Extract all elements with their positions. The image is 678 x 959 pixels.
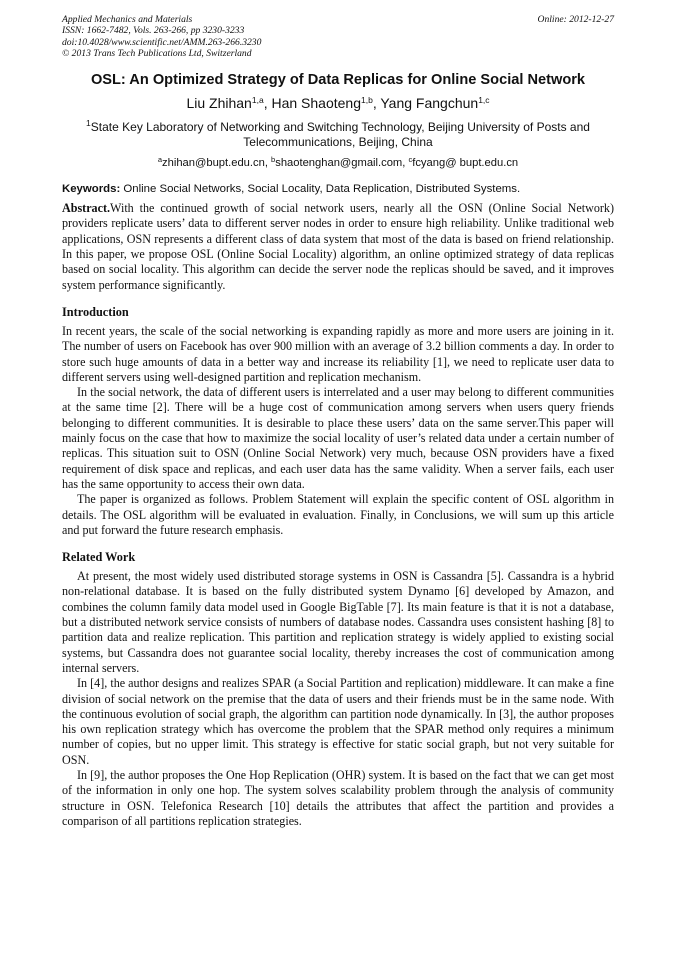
keywords-label: Keywords: — [62, 183, 121, 196]
email-b: shaotenghan@gmail.com — [275, 157, 403, 170]
keywords — [62, 182, 614, 196]
author-2: Han Shaoteng$^{1,b}$, — [271, 95, 381, 112]
paper-page — [62, 14, 614, 829]
author-3: Yang Fangchun$^{1,c}$ — [380, 95, 490, 112]
related-paragraph-1: At present, the most widely used distributed storage systems in OSN is Cassandra [5]. Cassandra is a hybrid non-relational database. It is based on the fully distributed system Dynamo [6] developed by Amazon, and combines the column family data model used in Google BigTable [7]. Its main feature is that it is not a database, but a distributed network service consists of numbers of database nodes. Cassandra uses consistent hashing [8] to partition data and realize replication. This partition and replication strategy is widely applied to existing social systems, but Cassandra does not guarantee social locality, thereby increases the cost of communication among internal servers. — [62, 569, 614, 675]
journal-name: Applied Mechanics and Materials — [62, 14, 193, 25]
doi-line: doi:10.4028/www.scientific.net/AMM.263-266.3230 — [62, 36, 262, 48]
intro-paragraph-2: In the social network, the data of different users is interrelated and a user may belong to different communities at the same time [2]. There will be a huge cost of communication among servers when users query friends belonging to different communities. It is desirable to place these users’ data on the same server.This paper will mainly focus on the case that how to maximize the social locality of user’s related data under a certain number of replicas. This situation suit to OSN (Online Social Network) very much, because OSN providers have a fixed requirement of disk space and replicas, and each user data has the same validity. When a server fails, each user has the same opportunity to access their own data. — [62, 385, 614, 491]
intro-paragraph-3: The paper is organized as follows. Problem Statement will explain the specific content of OSL algorithm in details. The OSL algorithm will be evaluated in evaluation. Finally, in Conclusions, we will sum up this article and put forward the future research emphasis. — [62, 492, 614, 537]
copyright-line: © 2013 Trans Tech Publications Ltd, Switzerland — [62, 47, 252, 59]
issn-line: ISSN: 1662-7482, Vols. 263-266, pp 3230-3233 — [62, 25, 245, 37]
related-paragraph-2: In [4], the author designs and realizes SPAR (a Social Partition and replication) middleware. It can make a fine division of social network on the premise that the data of users and their friends must be in the same node. With the continuous evolution of social graph, the algorithm can partition node dynamically. In [3], the author proposes his own replication strategy which has overcome the problem that the SPAR method only requires a minimum number of copies, but no upper limit. This strategy is effective for static social graph, but not very suitable for OSN. — [62, 676, 614, 767]
online-date: Online: 2012-12-27 — [537, 14, 614, 25]
intro-paragraph-1: In recent years, the scale of the social networking is expanding rapidly as more and more users are joining in it. The number of users on Facebook has over 900 million with an average of 3.2 billion comments a day. In order to store such huge amounts of data in a better way and increase its reliability [1], we need to replicate user data to different servers using well-designed partition and replication mechanism. — [62, 323, 614, 384]
keywords-text: Online Social Networks, Social Locality, Data Replication, Distributed Systems. — [120, 183, 521, 196]
section-heading-introduction: Introduction — [62, 304, 129, 319]
email-a: zhihan@bupt.edu.cn — [162, 157, 265, 170]
affiliation: $^1$State Key Laboratory of Networking and Switching Technology, Beijing University of Posts and Telecommunications, Beijing, China — [86, 118, 590, 149]
abstract-label: Abstract. — [62, 201, 111, 216]
abstract — [62, 201, 614, 293]
paper-title: OSL: An Optimized Strategy of Data Replicas for Online Social Network — [90, 72, 586, 89]
abstract-text: With the continued growth of social network users, nearly all the OSN (Online Social Network) providers replicate users’ data to different server nodes in order to ensure high reliability. Unlike traditional web applications, OSN represents a different class of data system that most of the data is based on friend relationship. In this paper, we propose OSL (Online Social Locality) algorithm, an online optimized strategy of data replicas based on social locality. This algorithm can decide the server node the replicas should be saved, and it improves system performance significantly. — [62, 201, 614, 292]
author-1: Liu Zhihan$^{1,a}$, — [186, 95, 272, 112]
email-c: fcyang@ bupt.edu.cn — [412, 157, 519, 170]
journal-header — [62, 14, 614, 59]
author-list — [62, 95, 614, 112]
related-paragraph-3: In [9], the author proposes the One Hop Replication (OHR) system. It is based on the fact that we can get most of the information in only one hop. The system solves scalability problem through the analysis of community structure in OSN. Telefonica Research [10] details the attributes that affect the partition and provides a comparison of all partitions replication strategies. — [62, 767, 614, 828]
section-heading-related-work: Related Work — [62, 550, 136, 565]
email-list: $^a$zhihan@bupt.edu.cn, $^b$shaotenghan@gmail.com, $^c$fcyang@ bupt.edu.cn — [157, 155, 519, 170]
